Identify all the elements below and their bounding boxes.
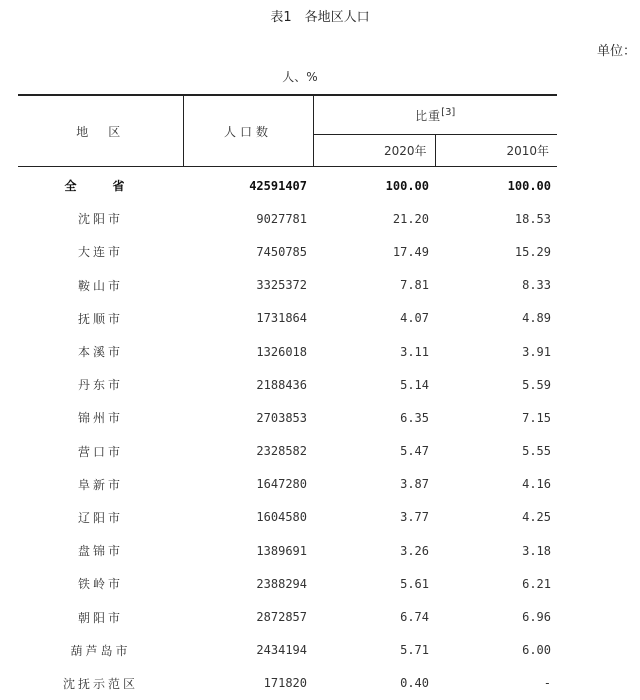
share-2010-cell: 15.29 (435, 235, 557, 268)
population-cell: 2388294 (183, 567, 313, 600)
table-row (18, 468, 557, 501)
share-2010-cell: 7.15 (435, 401, 557, 434)
header-year-2010: 2010年 (435, 135, 557, 167)
region-cell: 沈阳市 (18, 202, 183, 235)
table-row (18, 600, 557, 633)
population-cell: 3325372 (183, 269, 313, 302)
table-row (18, 167, 557, 203)
header-share-label: 比重 (415, 109, 441, 123)
share-2010-cell: 3.18 (435, 534, 557, 567)
table-row (18, 667, 557, 700)
population-cell: 2872857 (183, 600, 313, 633)
header-region: 地 区 (18, 95, 183, 167)
population-cell: 2188436 (183, 368, 313, 401)
region-cell: 本溪市 (18, 335, 183, 368)
region-cell: 铁岭市 (18, 567, 183, 600)
header-year-2020: 2020年 (313, 135, 435, 167)
population-cell: 171820 (183, 667, 313, 700)
table-row (18, 335, 557, 368)
region-cell: 全 省 (18, 167, 183, 203)
region-cell: 辽阳市 (18, 501, 183, 534)
share-2010-cell: 6.21 (435, 567, 557, 600)
population-cell: 42591407 (183, 167, 313, 203)
share-2020-cell: 5.47 (313, 435, 435, 468)
population-cell: 2328582 (183, 435, 313, 468)
share-2020-cell: 100.00 (313, 167, 435, 203)
share-2020-cell: 5.71 (313, 634, 435, 667)
share-2010-cell: 100.00 (435, 167, 557, 203)
header-population: 人口数 (183, 95, 313, 167)
region-cell: 沈抚示范区 (18, 667, 183, 700)
share-2020-cell: 21.20 (313, 202, 435, 235)
region-cell: 大连市 (18, 235, 183, 268)
share-2020-cell: 3.11 (313, 335, 435, 368)
share-2010-cell: 18.53 (435, 202, 557, 235)
region-cell: 锦州市 (18, 401, 183, 434)
share-2020-cell: 17.49 (313, 235, 435, 268)
table-row (18, 567, 557, 600)
share-2020-cell: 6.74 (313, 600, 435, 633)
population-cell: 2434194 (183, 634, 313, 667)
population-cell: 1389691 (183, 534, 313, 567)
share-2020-cell: 5.61 (313, 567, 435, 600)
share-2020-cell: 3.77 (313, 501, 435, 534)
table-body (18, 167, 557, 700)
share-2010-cell: 4.25 (435, 501, 557, 534)
share-2010-cell: 6.96 (435, 600, 557, 633)
population-cell: 1604580 (183, 501, 313, 534)
share-2010-cell: 4.16 (435, 468, 557, 501)
header-share-note: [3] (441, 107, 455, 118)
population-cell: 1731864 (183, 302, 313, 335)
region-cell: 阜新市 (18, 468, 183, 501)
share-2020-cell: 3.87 (313, 468, 435, 501)
share-2010-cell: 8.33 (435, 269, 557, 302)
population-cell: 7450785 (183, 235, 313, 268)
header-share (313, 95, 557, 135)
share-2010-cell: 6.00 (435, 634, 557, 667)
table-row (18, 202, 557, 235)
share-2010-cell: 5.55 (435, 435, 557, 468)
table-title: 表1 各地区人口 (0, 6, 640, 25)
population-cell: 9027781 (183, 202, 313, 235)
share-2010-cell: 5.59 (435, 368, 557, 401)
table-row (18, 302, 557, 335)
share-2020-cell: 3.26 (313, 534, 435, 567)
region-cell: 葫芦岛市 (18, 634, 183, 667)
share-2010-cell: 4.89 (435, 302, 557, 335)
share-2020-cell: 4.07 (313, 302, 435, 335)
table-row (18, 501, 557, 534)
population-table (18, 94, 557, 700)
region-cell: 鞍山市 (18, 269, 183, 302)
region-cell: 盘锦市 (18, 534, 183, 567)
table-row (18, 269, 557, 302)
share-2020-cell: 0.40 (313, 667, 435, 700)
table-row (18, 235, 557, 268)
table-row (18, 401, 557, 434)
region-cell: 抚顺市 (18, 302, 183, 335)
region-cell: 营口市 (18, 435, 183, 468)
share-2010-cell: 3.91 (435, 335, 557, 368)
population-cell: 1326018 (183, 335, 313, 368)
population-cell: 2703853 (183, 401, 313, 434)
table-row (18, 634, 557, 667)
unit-label: 单位： (597, 40, 636, 59)
share-2020-cell: 6.35 (313, 401, 435, 434)
share-2020-cell: 7.81 (313, 269, 435, 302)
region-cell: 丹东市 (18, 368, 183, 401)
table-row (18, 435, 557, 468)
table-row (18, 368, 557, 401)
share-2020-cell: 5.14 (313, 368, 435, 401)
unit-value: 人、% (255, 68, 345, 85)
table-row (18, 534, 557, 567)
population-cell: 1647280 (183, 468, 313, 501)
share-2010-cell: - (435, 667, 557, 700)
region-cell: 朝阳市 (18, 600, 183, 633)
